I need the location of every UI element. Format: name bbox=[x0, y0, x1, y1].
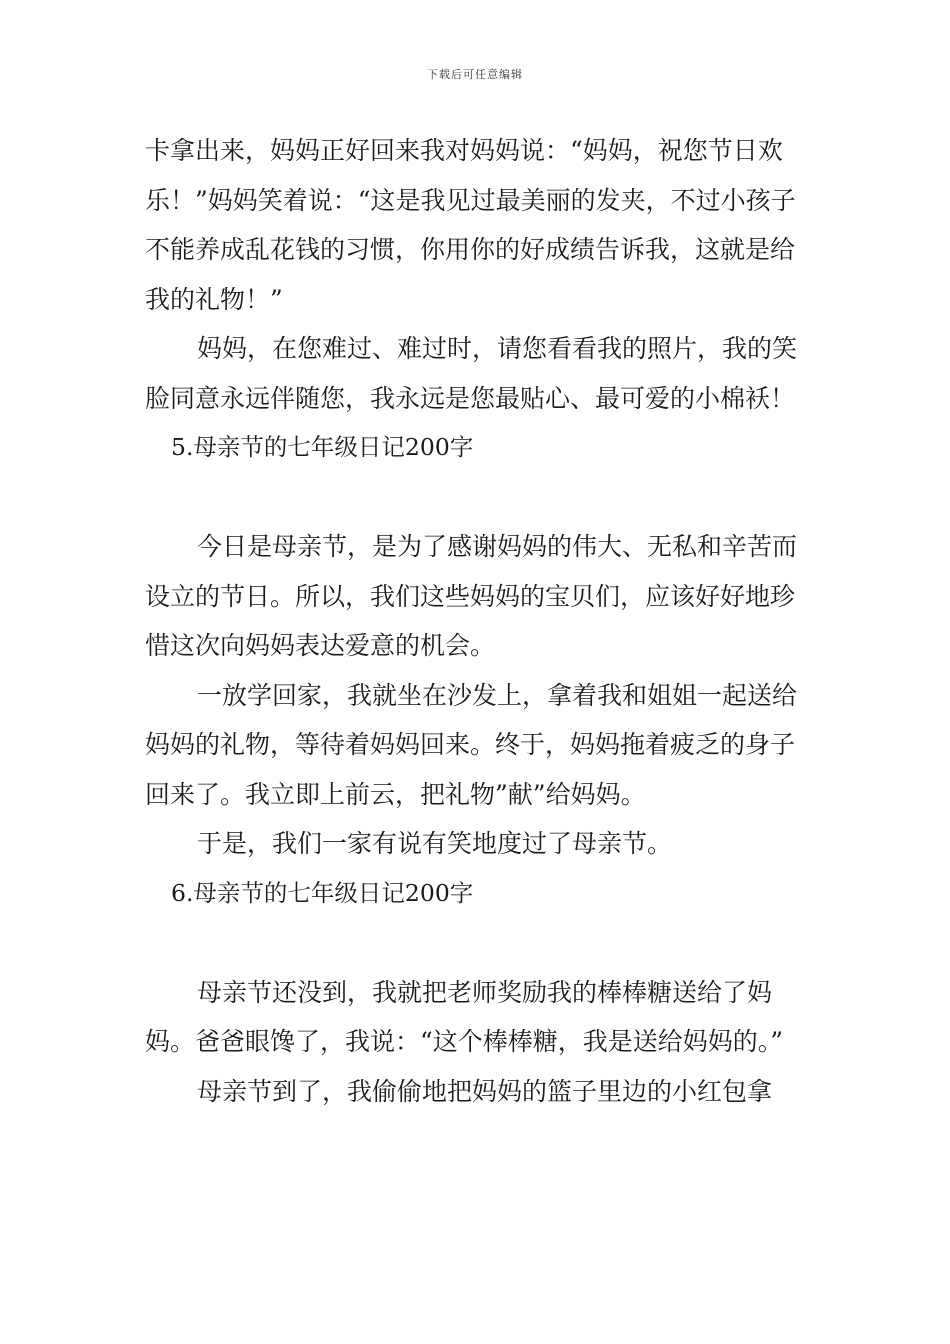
paragraph: 母亲节到了，我偷偷地把妈妈的篮子里边的小红包拿 bbox=[197, 1076, 773, 1106]
blank-line bbox=[145, 473, 813, 523]
paragraph: 母亲节还没到，我就把老师奖励我的棒棒糖送给了妈妈。爸爸眼馋了，我说：“这个棒棒糖，我是送给妈妈的。” bbox=[145, 977, 784, 1056]
paragraph: 一放学回家，我就坐在沙发上，拿着我和姐姐一起送给妈妈的礼物，等待着妈妈回来。终于，妈妈拖着疲乏的身子回来了。我立即上前云，把礼物”献”给妈妈。 bbox=[145, 680, 798, 809]
document-body bbox=[145, 126, 813, 1116]
paragraph: 妈妈，在您难过、难过时，请您看看我的照片，我的笑脸同意永远伴随您，我永远是您最贴心、最可爱的小棉袄！ bbox=[145, 334, 798, 413]
section-heading: 6.母亲节的七年级日记200字 bbox=[171, 878, 474, 907]
section-heading: 5.母亲节的七年级日记200字 bbox=[171, 433, 474, 461]
page-header: 下载后可任意编辑 bbox=[427, 68, 523, 81]
paragraph: 今日是母亲节，是为了感谢妈妈的伟大、无私和辛苦而设立的节日。所以，我们这些妈妈的宝贝们，应该好好地珍惜这次向妈妈表达爱意的机会。 bbox=[145, 532, 798, 660]
paragraph: 于是，我们一家有说有笑地度过了母亲节。 bbox=[197, 829, 673, 858]
paragraph: 卡拿出来，妈妈正好回来我对妈妈说：“妈妈，祝您节日欢乐！”妈妈笑着说：“这是我见过最美丽的发夹，不过小孩子不能养成乱花钱的习惯，你用你的好成绩告诉我，这就是给我的礼物！” bbox=[145, 136, 796, 314]
blank-line bbox=[145, 918, 813, 968]
